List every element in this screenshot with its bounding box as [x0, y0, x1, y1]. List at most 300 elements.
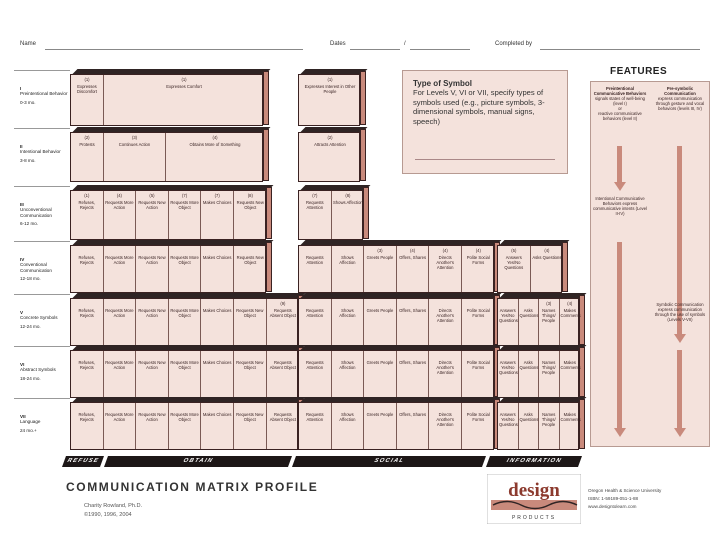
- cell-label: Requests New Action: [138, 200, 166, 210]
- level-number: VI: [20, 362, 25, 367]
- cell-label: Expresses Discomfort: [76, 84, 97, 94]
- level-title: Conventional Communication: [20, 262, 52, 273]
- cell-label: Refuses, Rejects: [78, 360, 96, 370]
- matrix-cell: [531, 246, 564, 292]
- level-age: 3-8 mo.: [20, 157, 36, 163]
- cell-number: [105, 405, 135, 410]
- logo-word: design: [508, 480, 560, 501]
- arrow-preintentional-shaft: [617, 146, 622, 184]
- cell-label: Expresses Interest in Other People: [304, 84, 356, 94]
- banner-social: SOCIAL: [292, 456, 486, 467]
- banner-refuse: REFUSE: [62, 456, 104, 467]
- banner-obtain: OBTAIN: [104, 456, 292, 467]
- matrix-cell: [462, 351, 495, 397]
- cell-number: [137, 301, 167, 306]
- cell-number: [398, 353, 428, 358]
- matrix-cell: [201, 246, 234, 292]
- dates-label: Dates: [330, 41, 346, 47]
- cell-number: [333, 301, 363, 306]
- block-row4-information: [497, 245, 562, 293]
- cell-label: Requests New Action: [138, 308, 166, 318]
- name-label: Name: [20, 41, 37, 47]
- cell-label: Requests New Action: [138, 255, 166, 265]
- matrix-cell: [299, 246, 332, 292]
- cell-label: Answers Yes/No Questions: [499, 308, 518, 323]
- matrix-cell: [71, 299, 104, 345]
- cell-label: Requests New Action: [138, 360, 166, 370]
- matrix-cell: [364, 351, 397, 397]
- cell-label: Greets People: [366, 308, 394, 313]
- cell-number: (4): [212, 135, 218, 140]
- cell-label: Requests New Object: [236, 200, 264, 210]
- matrix-cell: [364, 299, 397, 345]
- matrix-cell: [539, 351, 560, 397]
- cell-label: Requests More Action: [105, 360, 134, 370]
- cell-number: [365, 405, 395, 410]
- matrix-cell: [201, 191, 234, 239]
- level-label: [20, 310, 68, 329]
- cell-number: (4): [442, 248, 448, 253]
- cell-label: Greets People: [366, 255, 394, 260]
- cell-label: Requests New Object: [236, 412, 264, 422]
- cell-label: Expresses Comfort: [166, 84, 202, 89]
- matrix-cell: [71, 403, 104, 449]
- cell-number: [170, 405, 200, 410]
- cell-number: [561, 353, 580, 358]
- cell-number: [202, 405, 232, 410]
- level-separator: [14, 346, 70, 347]
- matrix-cell: [136, 299, 169, 345]
- cell-label: Directs Another's Attention: [436, 255, 454, 270]
- cell-number: (1): [181, 77, 187, 82]
- cell-label: Offers, Shares: [399, 412, 427, 417]
- block-row2-social: [298, 132, 360, 182]
- cell-label: Requests Absent Object: [269, 412, 297, 422]
- matrix-cell: [234, 246, 267, 292]
- cell-number: [499, 301, 517, 306]
- matrix-cell: [397, 403, 430, 449]
- cell-number: [520, 301, 538, 306]
- matrix-cell: [267, 299, 300, 345]
- cell-number: [300, 353, 330, 358]
- cell-label: Protests: [79, 142, 95, 147]
- block-row5-information: [497, 298, 579, 346]
- cell-number: [300, 405, 330, 410]
- matrix-cell: [169, 403, 202, 449]
- block-row6-information: [497, 350, 579, 398]
- matrix-cell: [71, 133, 104, 181]
- cell-label: Offers, Shares: [399, 308, 427, 313]
- level-title: Unconventional Communication: [20, 207, 52, 218]
- block-row1-social: [298, 74, 360, 126]
- cell-label: Requests New Object: [236, 360, 264, 370]
- cell-number: [365, 353, 395, 358]
- cell-number: [430, 405, 460, 410]
- cell-number: [170, 301, 200, 306]
- cell-label: Requests Absent Object: [269, 360, 297, 370]
- matrix-cell: [498, 246, 531, 292]
- cell-label: Refuses, Rejects: [78, 255, 96, 265]
- cell-label: Requests Attention: [305, 412, 324, 422]
- cell-number: [300, 301, 330, 306]
- cell-label: Requests More Object: [170, 360, 199, 370]
- matrix-cell: [104, 191, 137, 239]
- level-age: 0-3 mo.: [20, 99, 36, 105]
- cell-label: Names Things/ People: [541, 360, 556, 375]
- matrix-cell: [332, 191, 365, 239]
- level-separator: [14, 294, 70, 295]
- cell-label: Requests Attention: [305, 308, 324, 318]
- matrix-cell: [136, 246, 169, 292]
- cell-number: [499, 405, 517, 410]
- block-row1-obtain: [70, 74, 263, 126]
- cell-label: Requests More Object: [170, 412, 199, 422]
- cell-number: [105, 248, 135, 253]
- cell-number: [235, 353, 265, 358]
- cell-number: [170, 353, 200, 358]
- matrix-cell: [498, 351, 519, 397]
- level-title: Preintentional Behavior: [20, 91, 68, 97]
- cell-number: [333, 405, 363, 410]
- cell-number: (9): [280, 301, 286, 306]
- matrix-cell: [299, 299, 332, 345]
- cell-number: [202, 301, 232, 306]
- cell-number: [463, 301, 494, 306]
- cell-label: Requests Attention: [305, 255, 324, 265]
- matrix-cell: [299, 75, 361, 125]
- level-number: III: [20, 202, 24, 207]
- cell-label: Makes Comments: [560, 308, 581, 318]
- level-title: Concrete Symbols: [20, 315, 58, 321]
- cell-number: (4): [544, 248, 550, 253]
- matrix-cell: [332, 403, 365, 449]
- level-label: [20, 257, 68, 282]
- cell-label: Requests More Object: [170, 255, 199, 265]
- cell-label: Answers Yes/No Questions: [499, 412, 518, 427]
- matrix-cell: [332, 246, 365, 292]
- cell-number: [137, 353, 167, 358]
- matrix-cell: [364, 246, 397, 292]
- level-separator: [14, 70, 70, 71]
- features-preintentional-line: reactive communicative behaviors (level II): [598, 111, 642, 121]
- profile-title: COMMUNICATION MATRIX PROFILE: [66, 480, 319, 494]
- cell-label: Greets People: [366, 360, 394, 365]
- matrix-cell: [429, 299, 462, 345]
- cell-label: Refuses, Rejects: [78, 308, 96, 318]
- cell-label: Shows Affection: [339, 308, 356, 318]
- website: www.designtolearn.com: [588, 504, 637, 509]
- matrix-cell: [429, 246, 462, 292]
- matrix-cell: [332, 351, 365, 397]
- features-presymbolic: [653, 86, 707, 111]
- cell-number: (8): [247, 193, 253, 198]
- cell-number: (1): [327, 77, 333, 82]
- cell-number: [202, 353, 232, 358]
- isbn: ISBN: 1-59189-051-1-88: [588, 496, 639, 501]
- cell-label: Asks Questions: [519, 308, 539, 318]
- cell-label: Polite Social Forms: [466, 255, 490, 265]
- level-age: 24 mo.+: [20, 427, 37, 433]
- matrix-cell: [462, 403, 495, 449]
- dates-line-1: [350, 49, 400, 50]
- cell-number: (7): [312, 193, 318, 198]
- cell-label: Answers Yes/No Questions: [504, 255, 524, 270]
- block-row3-obtain: [70, 190, 266, 240]
- matrix-cell: [234, 403, 267, 449]
- cell-number: [561, 405, 580, 410]
- cell-label: Shows Affection: [339, 360, 356, 370]
- matrix-cell: [234, 351, 267, 397]
- cell-number: [430, 301, 460, 306]
- matrix-cell: [169, 191, 202, 239]
- matrix-cell: [71, 191, 104, 239]
- matrix-cell: [201, 351, 234, 397]
- cell-label: Continues Action: [118, 142, 151, 147]
- cell-label: Directs Another's Attention: [436, 360, 454, 375]
- block-row7-obtain: [70, 402, 298, 450]
- level-age: 12-24 mo.: [20, 323, 41, 329]
- cell-number: (8): [345, 193, 351, 198]
- matrix-cell: [462, 246, 495, 292]
- cell-label: Requests Attention: [305, 360, 324, 370]
- cell-number: [499, 353, 517, 358]
- cell-label: Requests Attention: [305, 200, 324, 210]
- matrix-cell: [462, 299, 495, 345]
- cell-number: [235, 405, 265, 410]
- cell-label: Shows Affection: [339, 412, 356, 422]
- cell-label: Shows Affection: [333, 200, 363, 205]
- cell-label: Asks Questions: [532, 255, 562, 260]
- matrix-cell: [498, 403, 519, 449]
- type-of-symbol-title: Type of Symbol: [413, 79, 472, 88]
- matrix-cell: [498, 299, 519, 345]
- features-preintentional-line: or: [618, 106, 622, 111]
- cell-label: Polite Social Forms: [466, 360, 490, 370]
- author: Charity Rowland, Ph.D.: [84, 503, 143, 509]
- copyright: ©1990, 1996, 2004: [84, 512, 132, 518]
- matrix-cell: [104, 351, 137, 397]
- matrix-cell: [71, 351, 104, 397]
- cell-number: [72, 301, 102, 306]
- block-row5-obtain: [70, 298, 298, 346]
- level-separator: [14, 128, 70, 129]
- level-title: Language: [20, 419, 41, 425]
- arrow-preintentional-head: [614, 182, 626, 191]
- dates-line-2: [410, 49, 470, 50]
- dates-slash: /: [404, 41, 406, 47]
- matrix-cell: [169, 246, 202, 292]
- university-name: Oregon Health & Science University: [588, 488, 662, 493]
- matrix-cell: [104, 133, 166, 181]
- cell-label: Requests More Action: [105, 255, 134, 265]
- matrix-cell: [364, 403, 397, 449]
- block-row6-obtain: [70, 350, 298, 398]
- cell-number: [463, 353, 494, 358]
- cell-label: Requests New Object: [236, 255, 264, 265]
- cell-label: Shows Affection: [339, 255, 356, 265]
- cell-label: Directs Another's Attention: [436, 412, 454, 427]
- matrix-cell: [201, 403, 234, 449]
- features-presymbolic-line: Pre-symbolic Communication: [664, 86, 696, 96]
- matrix-cell: [234, 191, 267, 239]
- cell-label: Makes Comments: [560, 360, 581, 370]
- matrix-cell: [560, 403, 581, 449]
- matrix-cell: [429, 403, 462, 449]
- cell-label: Requests More Action: [105, 308, 134, 318]
- matrix-cell: [234, 299, 267, 345]
- cell-label: Names Things/ People: [541, 308, 556, 323]
- cell-number: [300, 248, 330, 253]
- matrix-cell: [332, 299, 365, 345]
- cell-number: [268, 405, 299, 410]
- level-title: Intentional Behavior: [20, 149, 61, 155]
- level-number: V: [20, 310, 24, 315]
- matrix-cell: [71, 75, 104, 125]
- cell-number: [170, 248, 200, 253]
- features-preintentional-line: signals states of well-being (level I): [594, 96, 646, 106]
- matrix-cell: [104, 75, 264, 125]
- cell-label: Names Things/ People: [541, 412, 556, 427]
- block-row2-obtain: [70, 132, 263, 182]
- matrix-cell: [539, 299, 560, 345]
- cell-label: Offers, Shares: [399, 255, 427, 260]
- level-number: IV: [20, 257, 25, 262]
- cell-number: (3): [377, 248, 383, 253]
- cell-number: (4): [410, 248, 416, 253]
- cell-number: [540, 405, 558, 410]
- cell-number: [365, 301, 395, 306]
- features-preintentional: [593, 86, 647, 121]
- block-row5-social: [298, 298, 494, 346]
- level-label: [20, 414, 68, 433]
- cell-label: Requests Absent Object: [269, 308, 297, 318]
- level-label: [20, 362, 68, 381]
- matrix-cell: [104, 403, 137, 449]
- cell-number: (2): [84, 135, 90, 140]
- cell-label: Polite Social Forms: [466, 412, 490, 422]
- level-age: 6-12 mo.: [20, 221, 39, 227]
- matrix-cell: [71, 246, 104, 292]
- matrix-cell: [397, 246, 430, 292]
- cell-label: Refuses, Rejects: [78, 200, 96, 210]
- cell-label: Obtains More of Something: [189, 142, 241, 147]
- matrix-cell: [429, 351, 462, 397]
- arrow-intentional-shaft: [617, 242, 622, 430]
- cell-label: Makes Choices: [202, 255, 232, 260]
- matrix-cell: [267, 351, 300, 397]
- cell-label: Makes Comments: [560, 412, 581, 422]
- level-number: VII: [20, 414, 26, 419]
- block-row4-social: [298, 245, 494, 293]
- type-of-symbol-body: For Levels V, VI or VII, specify types of symbols used (e.g., picture symbols, 3-dimensional symbols, manual signs, speech): [413, 88, 545, 126]
- cell-number: (1): [84, 193, 90, 198]
- matrix-cell: [166, 133, 264, 181]
- matrix-cell: [397, 299, 430, 345]
- cell-label: Polite Social Forms: [466, 308, 490, 318]
- level-label: [20, 144, 68, 163]
- cell-label: Offers, Shares: [399, 360, 427, 365]
- cell-number: [72, 353, 102, 358]
- cell-number: (4): [567, 301, 573, 306]
- cell-label: Requests More Action: [105, 200, 134, 210]
- matrix-cell: [136, 351, 169, 397]
- block-row4-obtain: [70, 245, 266, 293]
- logo-sub: PRODUCTS: [511, 515, 557, 521]
- matrix-cell: [519, 403, 540, 449]
- cell-number: [235, 301, 265, 306]
- cell-number: [398, 405, 428, 410]
- cell-label: Requests New Action: [138, 412, 166, 422]
- cell-number: [137, 405, 167, 410]
- cell-number: [105, 353, 135, 358]
- cell-number: [463, 405, 494, 410]
- matrix-cell: [519, 299, 540, 345]
- cell-label: Asks Questions: [519, 360, 539, 370]
- features-symbolic: Symbolic Communication express communication through the use of symbols (Levels V-VII): [654, 302, 706, 322]
- cell-number: [137, 248, 167, 253]
- banner-information: INFORMATION: [486, 456, 582, 467]
- cell-label: Refuses, Rejects: [78, 412, 96, 422]
- matrix-cell: [169, 351, 202, 397]
- matrix-cell: [539, 403, 560, 449]
- cell-number: [72, 248, 102, 253]
- design-to-learn-logo: [487, 474, 581, 524]
- type-of-symbol-box: [402, 70, 568, 174]
- level-separator: [14, 186, 70, 187]
- cell-number: [430, 353, 460, 358]
- level-number: II: [20, 144, 23, 149]
- cell-label: Requests More Object: [170, 308, 199, 318]
- cell-label: Makes Choices: [202, 200, 232, 205]
- matrix-cell: [299, 133, 361, 181]
- cell-label: Answers Yes/No Questions: [499, 360, 518, 375]
- cell-label: Requests More Action: [105, 412, 134, 422]
- cell-number: [268, 353, 299, 358]
- cell-label: Requests New Object: [236, 308, 264, 318]
- cell-label: Greets People: [366, 412, 394, 417]
- cell-number: [540, 353, 558, 358]
- cell-number: [520, 353, 538, 358]
- name-line: [45, 49, 303, 50]
- cell-number: [333, 248, 363, 253]
- matrix-cell: [560, 351, 581, 397]
- block-row3-social: [298, 190, 363, 240]
- cell-label: Makes Choices: [202, 412, 232, 417]
- cell-number: (3): [546, 301, 552, 306]
- level-separator: [14, 398, 70, 399]
- level-separator: [14, 241, 70, 242]
- arrow-presymbolic-head: [674, 334, 686, 343]
- features-panel: [590, 81, 710, 447]
- cell-number: (7): [214, 193, 220, 198]
- matrix-cell: [136, 403, 169, 449]
- matrix-cell: [299, 351, 332, 397]
- cell-number: (2): [327, 135, 333, 140]
- matrix-cell: [299, 191, 332, 239]
- block-row7-information: [497, 402, 579, 450]
- level-label: [20, 86, 68, 105]
- block-row7-social: [298, 402, 494, 450]
- matrix-cell: [104, 299, 137, 345]
- arrow-symbolic-head: [674, 428, 686, 437]
- features-intentional: Intentional Communicative Behaviors express communicative intents (Level II-IV): [593, 196, 647, 216]
- cell-number: [235, 248, 266, 253]
- matrix-cell: [560, 299, 581, 345]
- cell-number: (5): [149, 193, 155, 198]
- cell-number: (5): [511, 248, 517, 253]
- matrix-cell: [299, 403, 332, 449]
- matrix-cell: [201, 299, 234, 345]
